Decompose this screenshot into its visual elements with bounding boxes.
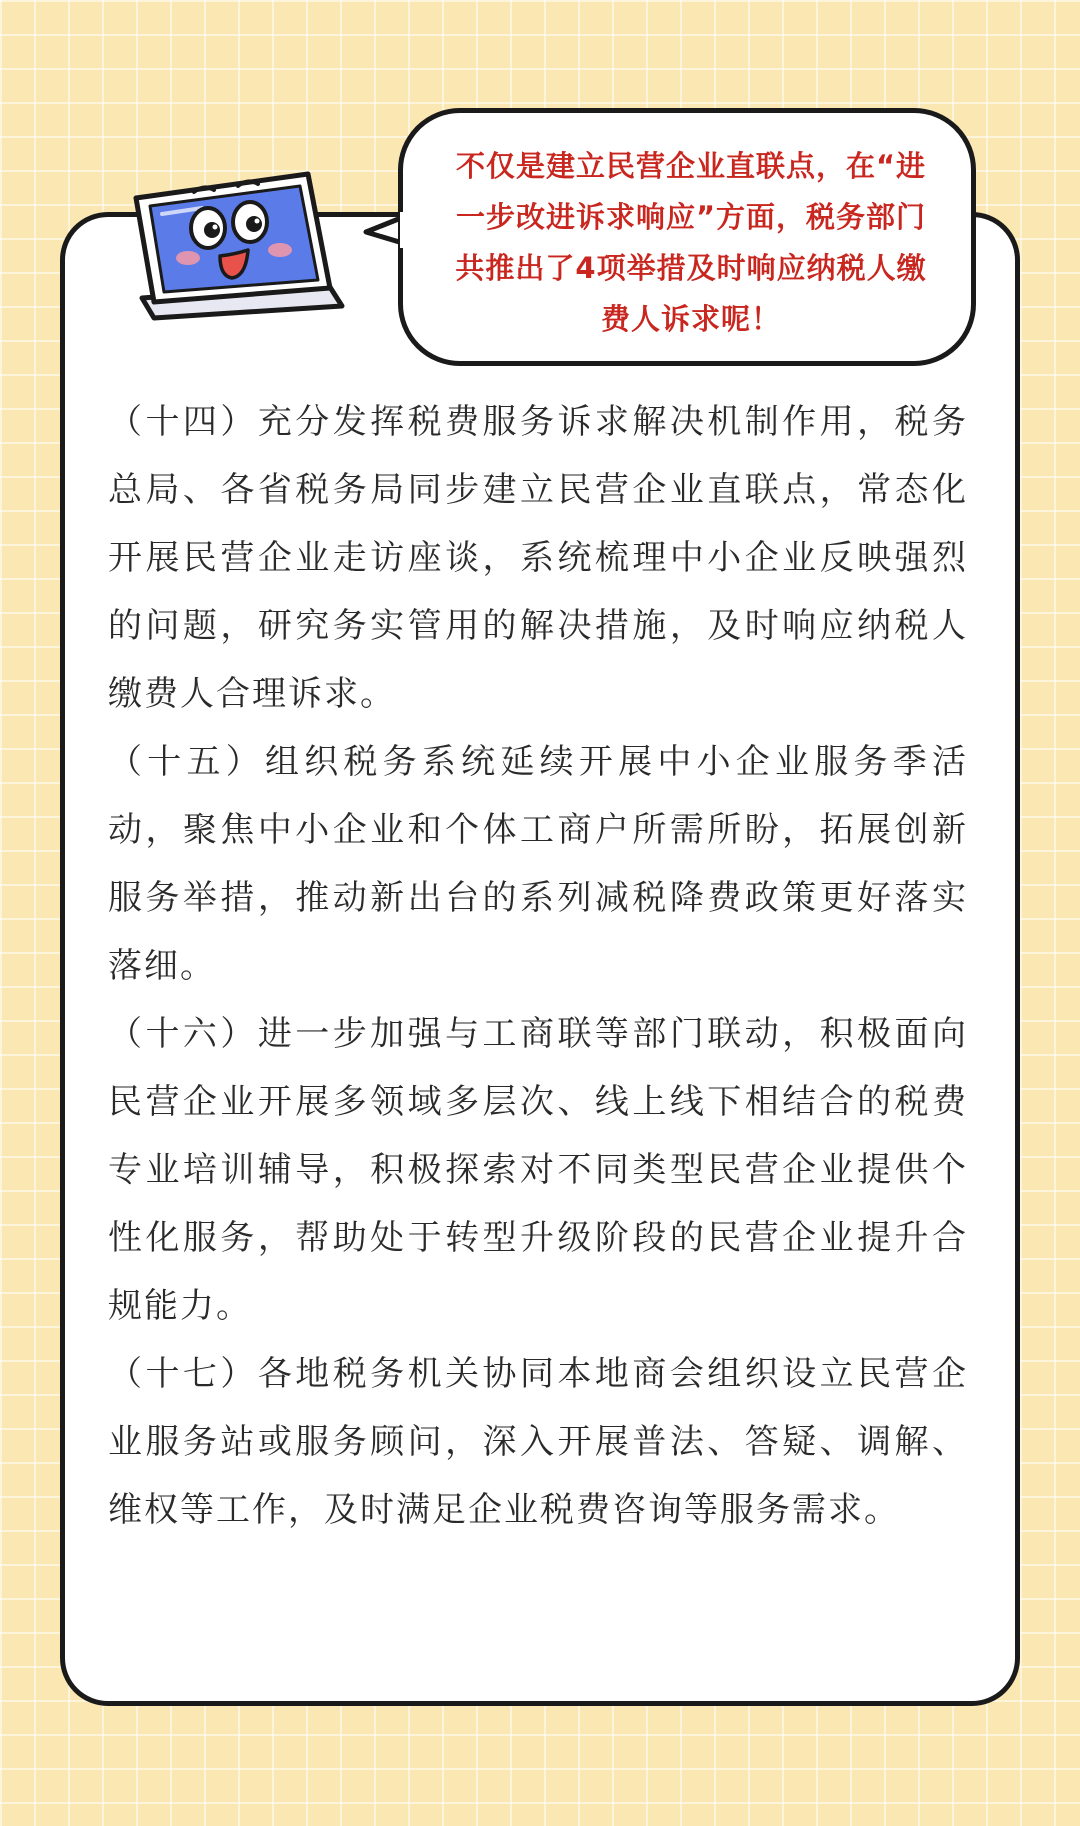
speech-bubble (398, 108, 976, 366)
article-body (108, 388, 968, 1544)
laptop-mascot-icon (132, 158, 352, 328)
paragraph-16: （十六）进一步加强与工商联等部门联动，积极面向民营企业开展多领域多层次、线上线下相结合的税费专业培训辅导，积极探索对不同类型民营企业提供个性化服务，帮助处于转型升级阶段的民营企业提升合规能力。 (108, 1014, 968, 1326)
speech-bubble-text: 不仅是建立民营企业直联点，在“进一步改进诉求响应”方面，税务部门共推出了4项举措及时响应纳税人缴费人诉求呢！ (455, 149, 927, 336)
paragraph-17: （十七）各地税务机关协同本地商会组织设立民营企业服务站或服务顾问，深入开展普法、答疑、调解、维权等工作，及时满足企业税费咨询等服务需求。 (108, 1354, 968, 1530)
paragraph-14: （十四）充分发挥税费服务诉求解决机制作用，税务总局、各省税务局同步建立民营企业直联点，常态化开展民营企业走访座谈，系统梳理中小企业反映强烈的问题，研究务实管用的解决措施，及时响应纳税人缴费人合理诉求。 (108, 402, 968, 714)
bubble-tail-joint (400, 212, 414, 248)
paragraph-15: （十五）组织税务系统延续开展中小企业服务季活动，聚焦中小企业和个体工商户所需所盼，拓展创新服务举措，推动新出台的系列减税降费政策更好落实落细。 (108, 742, 968, 986)
